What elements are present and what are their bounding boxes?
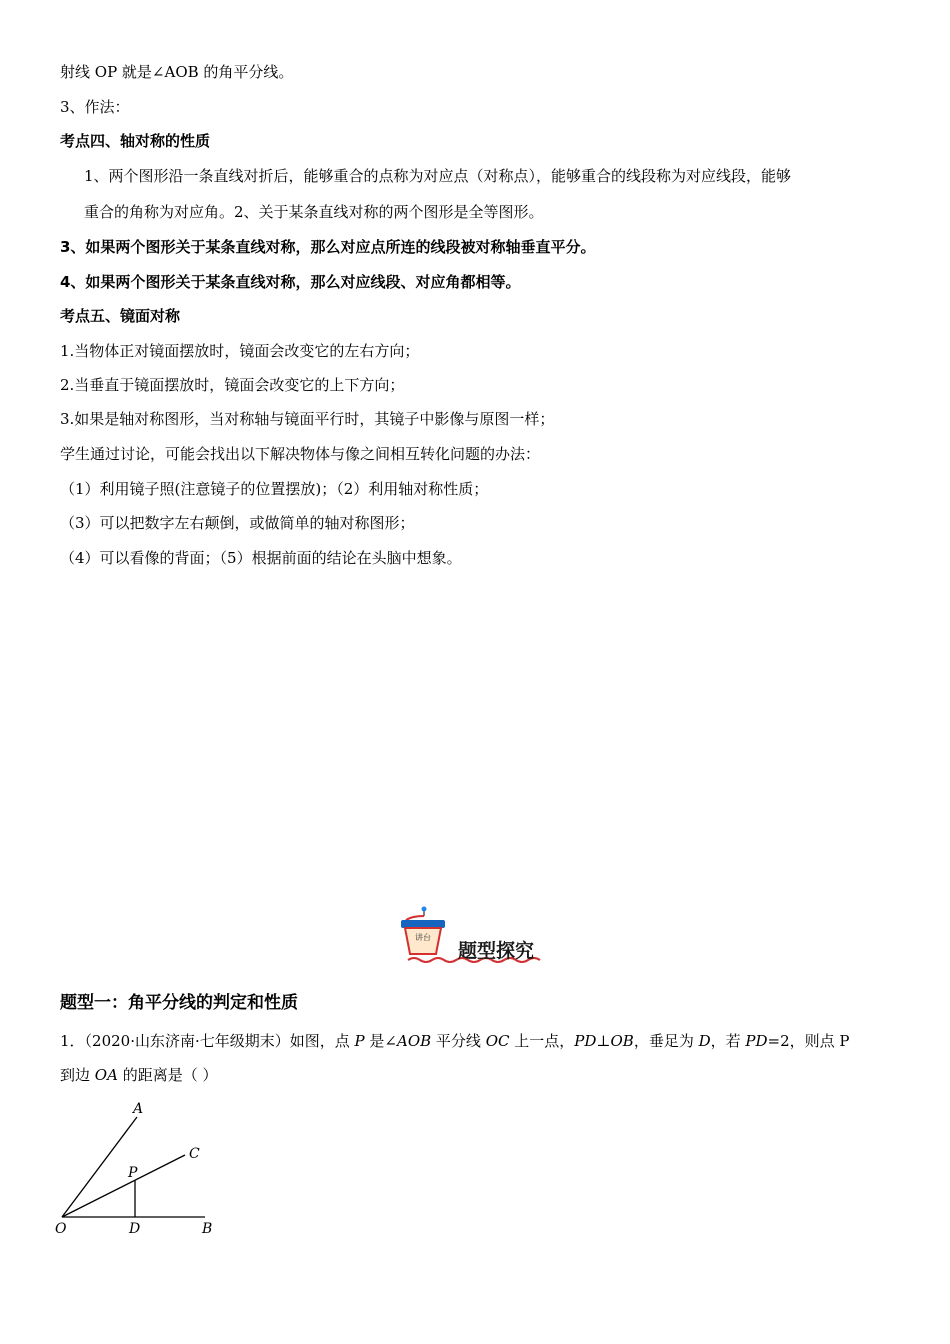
text-line: 3.如果是轴对称图形，当对称轴与镜面平行时，其镜子中影像与原图一样； xyxy=(60,410,555,428)
text-line: 1、两个图形沿一条直线对折后，能够重合的点称为对应点（对称点），能够重合的线段称为对应线段，能够 xyxy=(84,167,792,185)
text-line-bold: 4、如果两个图形关于某条直线对称，那么对应线段、对应角都相等。 xyxy=(60,273,521,291)
question-text: ⊥ xyxy=(596,1032,611,1050)
question-source: （2020·山东济南·七年级期末） xyxy=(84,1032,290,1050)
label-a: A xyxy=(133,1101,144,1117)
label-d: D xyxy=(129,1221,141,1237)
label-b: B xyxy=(202,1221,213,1237)
question-text: 平分线 xyxy=(431,1032,486,1050)
math-var: PD xyxy=(745,1032,768,1050)
math-var: PD xyxy=(574,1032,597,1050)
question-1 xyxy=(60,1024,900,1092)
math-var: P xyxy=(354,1032,365,1050)
banner-title: 题型探究 xyxy=(458,940,535,962)
ray-oa xyxy=(62,1117,137,1217)
label-o: O xyxy=(55,1221,67,1237)
text-line: （3）可以把数字左右颠倒，或做简单的轴对称图形； xyxy=(60,514,415,532)
math-var: AOB xyxy=(396,1032,432,1050)
question-text: 是∠ xyxy=(364,1032,397,1050)
question-text: 上一点， xyxy=(509,1032,575,1050)
math-var: D xyxy=(698,1032,711,1050)
text-line: （4）可以看像的背面；（5）根据前面的结论在头脑中想象。 xyxy=(60,549,462,567)
text-line-bold: 3、如果两个图形关于某条直线对称，那么对应点所连的线段被对称轴垂直平分。 xyxy=(60,238,596,256)
text-line: 学生通过讨论，可能会找出以下解决物体与像之间相互转化问题的办法： xyxy=(60,445,541,463)
heading-point-four: 考点四、轴对称的性质 xyxy=(60,132,211,150)
text-line: 2.当垂直于镜面摆放时，镜面会改变它的上下方向； xyxy=(60,376,405,394)
heading-point-five: 考点五、镜面对称 xyxy=(60,307,181,325)
question-text: 如图，点 xyxy=(289,1032,355,1050)
section-title: 题型一：角平分线的判定和性质 xyxy=(60,993,298,1013)
question-text: 的距离是（ ） xyxy=(117,1066,218,1084)
math-var: OB xyxy=(610,1032,634,1050)
text-line: 3、作法： xyxy=(60,98,130,116)
text-line: 1.当物体正对镜面摆放时，镜面会改变它的左右方向； xyxy=(60,342,420,360)
text-line: 射线 OP 就是∠AOB 的角平分线。 xyxy=(60,63,294,81)
question-text: 到边 xyxy=(60,1066,95,1084)
text-line: （1）利用镜子照(注意镜子的位置摆放)；（2）利用轴对称性质； xyxy=(60,480,489,498)
math-var: OA xyxy=(94,1066,118,1084)
question-text: ，垂足为 xyxy=(633,1032,699,1050)
label-p: P xyxy=(128,1165,138,1181)
question-text: ，若 xyxy=(710,1032,746,1050)
podium-label: 讲台 xyxy=(415,933,431,942)
text-line: 重合的角称为对应角。2、关于某条直线对称的两个图形是全等图形。 xyxy=(84,203,544,221)
label-c: C xyxy=(189,1146,200,1162)
ray-oc xyxy=(62,1155,185,1217)
angle-bisector-figure xyxy=(50,1095,230,1240)
question-text: =2，则点 P xyxy=(767,1032,850,1050)
math-var: OC xyxy=(485,1032,510,1050)
question-number: 1． xyxy=(60,1032,85,1050)
